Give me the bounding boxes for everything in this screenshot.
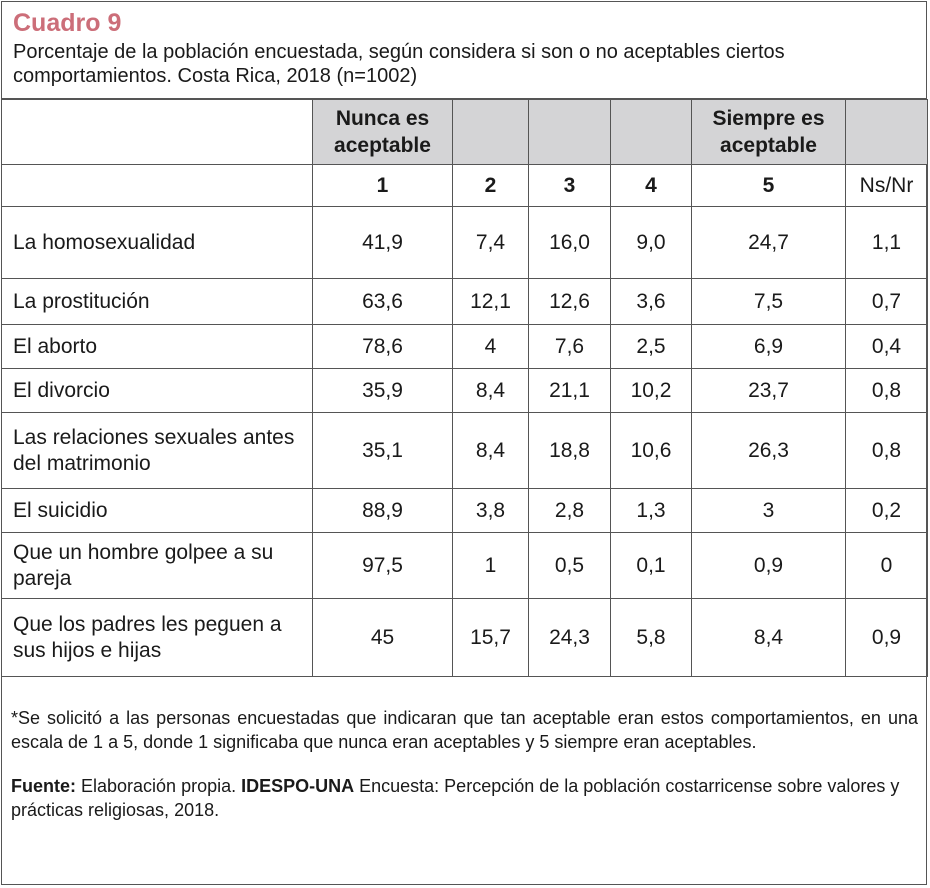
- table-row: [2, 413, 928, 489]
- row-label: El aborto: [2, 325, 313, 369]
- row-label: La prostitución: [2, 279, 313, 325]
- header-never-acceptable: Nunca es aceptable: [313, 100, 453, 165]
- table-cell: 35,1: [313, 413, 453, 489]
- table-cell: 1,3: [611, 489, 692, 533]
- row-label: Que los padres les peguen a sus hijos e hijas: [2, 599, 313, 677]
- table-cell: 23,7: [692, 369, 846, 413]
- table-row: [2, 369, 928, 413]
- table-cell: 10,6: [611, 413, 692, 489]
- table-cell: 3,8: [453, 489, 529, 533]
- header-row-columns: [2, 165, 928, 207]
- column-header: 1: [313, 165, 453, 207]
- source-text: Encuesta: Percepción de la población costarricense sobre valores y prácticas religiosas, 2018.: [11, 776, 900, 820]
- table-title: Cuadro 9: [13, 9, 122, 37]
- table-cell: 88,9: [313, 489, 453, 533]
- table-cell: 8,4: [692, 599, 846, 677]
- row-label: El divorcio: [2, 369, 313, 413]
- table-cell: 2,5: [611, 325, 692, 369]
- row-label: El suicidio: [2, 489, 313, 533]
- table-cell: 0: [846, 533, 928, 599]
- table-cell: 15,7: [453, 599, 529, 677]
- header-always-acceptable: Siempre es aceptable: [692, 100, 846, 165]
- table-cell: 18,8: [529, 413, 611, 489]
- table-cell: 12,6: [529, 279, 611, 325]
- scale-footnote: *Se solicitó a las personas encuestadas que indicaran que tan aceptable eran estos comportamientos, en una escala de 1 a 5, donde 1 significaba que nunca eran aceptables y 5 siempre eran aceptables.: [11, 708, 918, 752]
- source-label: Fuente:: [11, 776, 76, 796]
- table-cell: 7,4: [453, 207, 529, 279]
- header-cell-blank: [2, 100, 313, 165]
- column-header: 4: [611, 165, 692, 207]
- table-cell: 7,6: [529, 325, 611, 369]
- table-cell: 6,9: [692, 325, 846, 369]
- table-cell: 8,4: [453, 369, 529, 413]
- column-header: [2, 165, 313, 207]
- header-cell-blank: [529, 100, 611, 165]
- data-table: [1, 99, 928, 677]
- table-cell: 24,7: [692, 207, 846, 279]
- table-cell: 41,9: [313, 207, 453, 279]
- row-label: La homosexualidad: [2, 207, 313, 279]
- table-row: [2, 533, 928, 599]
- table-cell: 35,9: [313, 369, 453, 413]
- table-cell: 0,1: [611, 533, 692, 599]
- table-cell: 9,0: [611, 207, 692, 279]
- table-cell: 0,4: [846, 325, 928, 369]
- column-header: 3: [529, 165, 611, 207]
- row-label: Que un hombre golpee a su pareja: [2, 533, 313, 599]
- table-row: [2, 325, 928, 369]
- table-row: [2, 599, 928, 677]
- table-cell: 97,5: [313, 533, 453, 599]
- table-cell: 16,0: [529, 207, 611, 279]
- table-header: [2, 2, 926, 99]
- table-cell: 0,7: [846, 279, 928, 325]
- source-org: IDESPO-UNA: [241, 776, 355, 796]
- table-cell: 45: [313, 599, 453, 677]
- table-cell: 1,1: [846, 207, 928, 279]
- table-cell: 1: [453, 533, 529, 599]
- header-cell-blank: [453, 100, 529, 165]
- table-cell: 0,9: [846, 599, 928, 677]
- column-header: Ns/Nr: [846, 165, 928, 207]
- table-notes: [11, 706, 918, 822]
- table-cell: 12,1: [453, 279, 529, 325]
- table-row: [2, 207, 928, 279]
- column-header: 5: [692, 165, 846, 207]
- table-cell: 24,3: [529, 599, 611, 677]
- table-subtitle: Porcentaje de la población encuestada, según considera si son o no aceptables ciertos comportamientos. Costa Rica, 2018 (n=1002): [13, 41, 785, 87]
- table-cell: 21,1: [529, 369, 611, 413]
- table-cell: 78,6: [313, 325, 453, 369]
- source-note: [11, 774, 918, 822]
- table-cell: 8,4: [453, 413, 529, 489]
- header-cell-blank: [611, 100, 692, 165]
- table-cell: 0,2: [846, 489, 928, 533]
- table-cell: 3,6: [611, 279, 692, 325]
- source-text: Elaboración propia.: [76, 776, 242, 796]
- table-cell: 4: [453, 325, 529, 369]
- table-cell: 2,8: [529, 489, 611, 533]
- table-cell: 26,3: [692, 413, 846, 489]
- header-row-scale: [2, 100, 928, 165]
- table-cell: 10,2: [611, 369, 692, 413]
- table-cell: 7,5: [692, 279, 846, 325]
- table-cell: 63,6: [313, 279, 453, 325]
- header-cell-blank: [846, 100, 928, 165]
- table-cell: 3: [692, 489, 846, 533]
- row-label: Las relaciones sexuales antes del matrimonio: [2, 413, 313, 489]
- table-cell: 0,8: [846, 369, 928, 413]
- table-cell: 0,8: [846, 413, 928, 489]
- table-cell: 5,8: [611, 599, 692, 677]
- table-row: [2, 279, 928, 325]
- table-cell: 0,9: [692, 533, 846, 599]
- column-header: 2: [453, 165, 529, 207]
- table-row: [2, 489, 928, 533]
- table-cell: 0,5: [529, 533, 611, 599]
